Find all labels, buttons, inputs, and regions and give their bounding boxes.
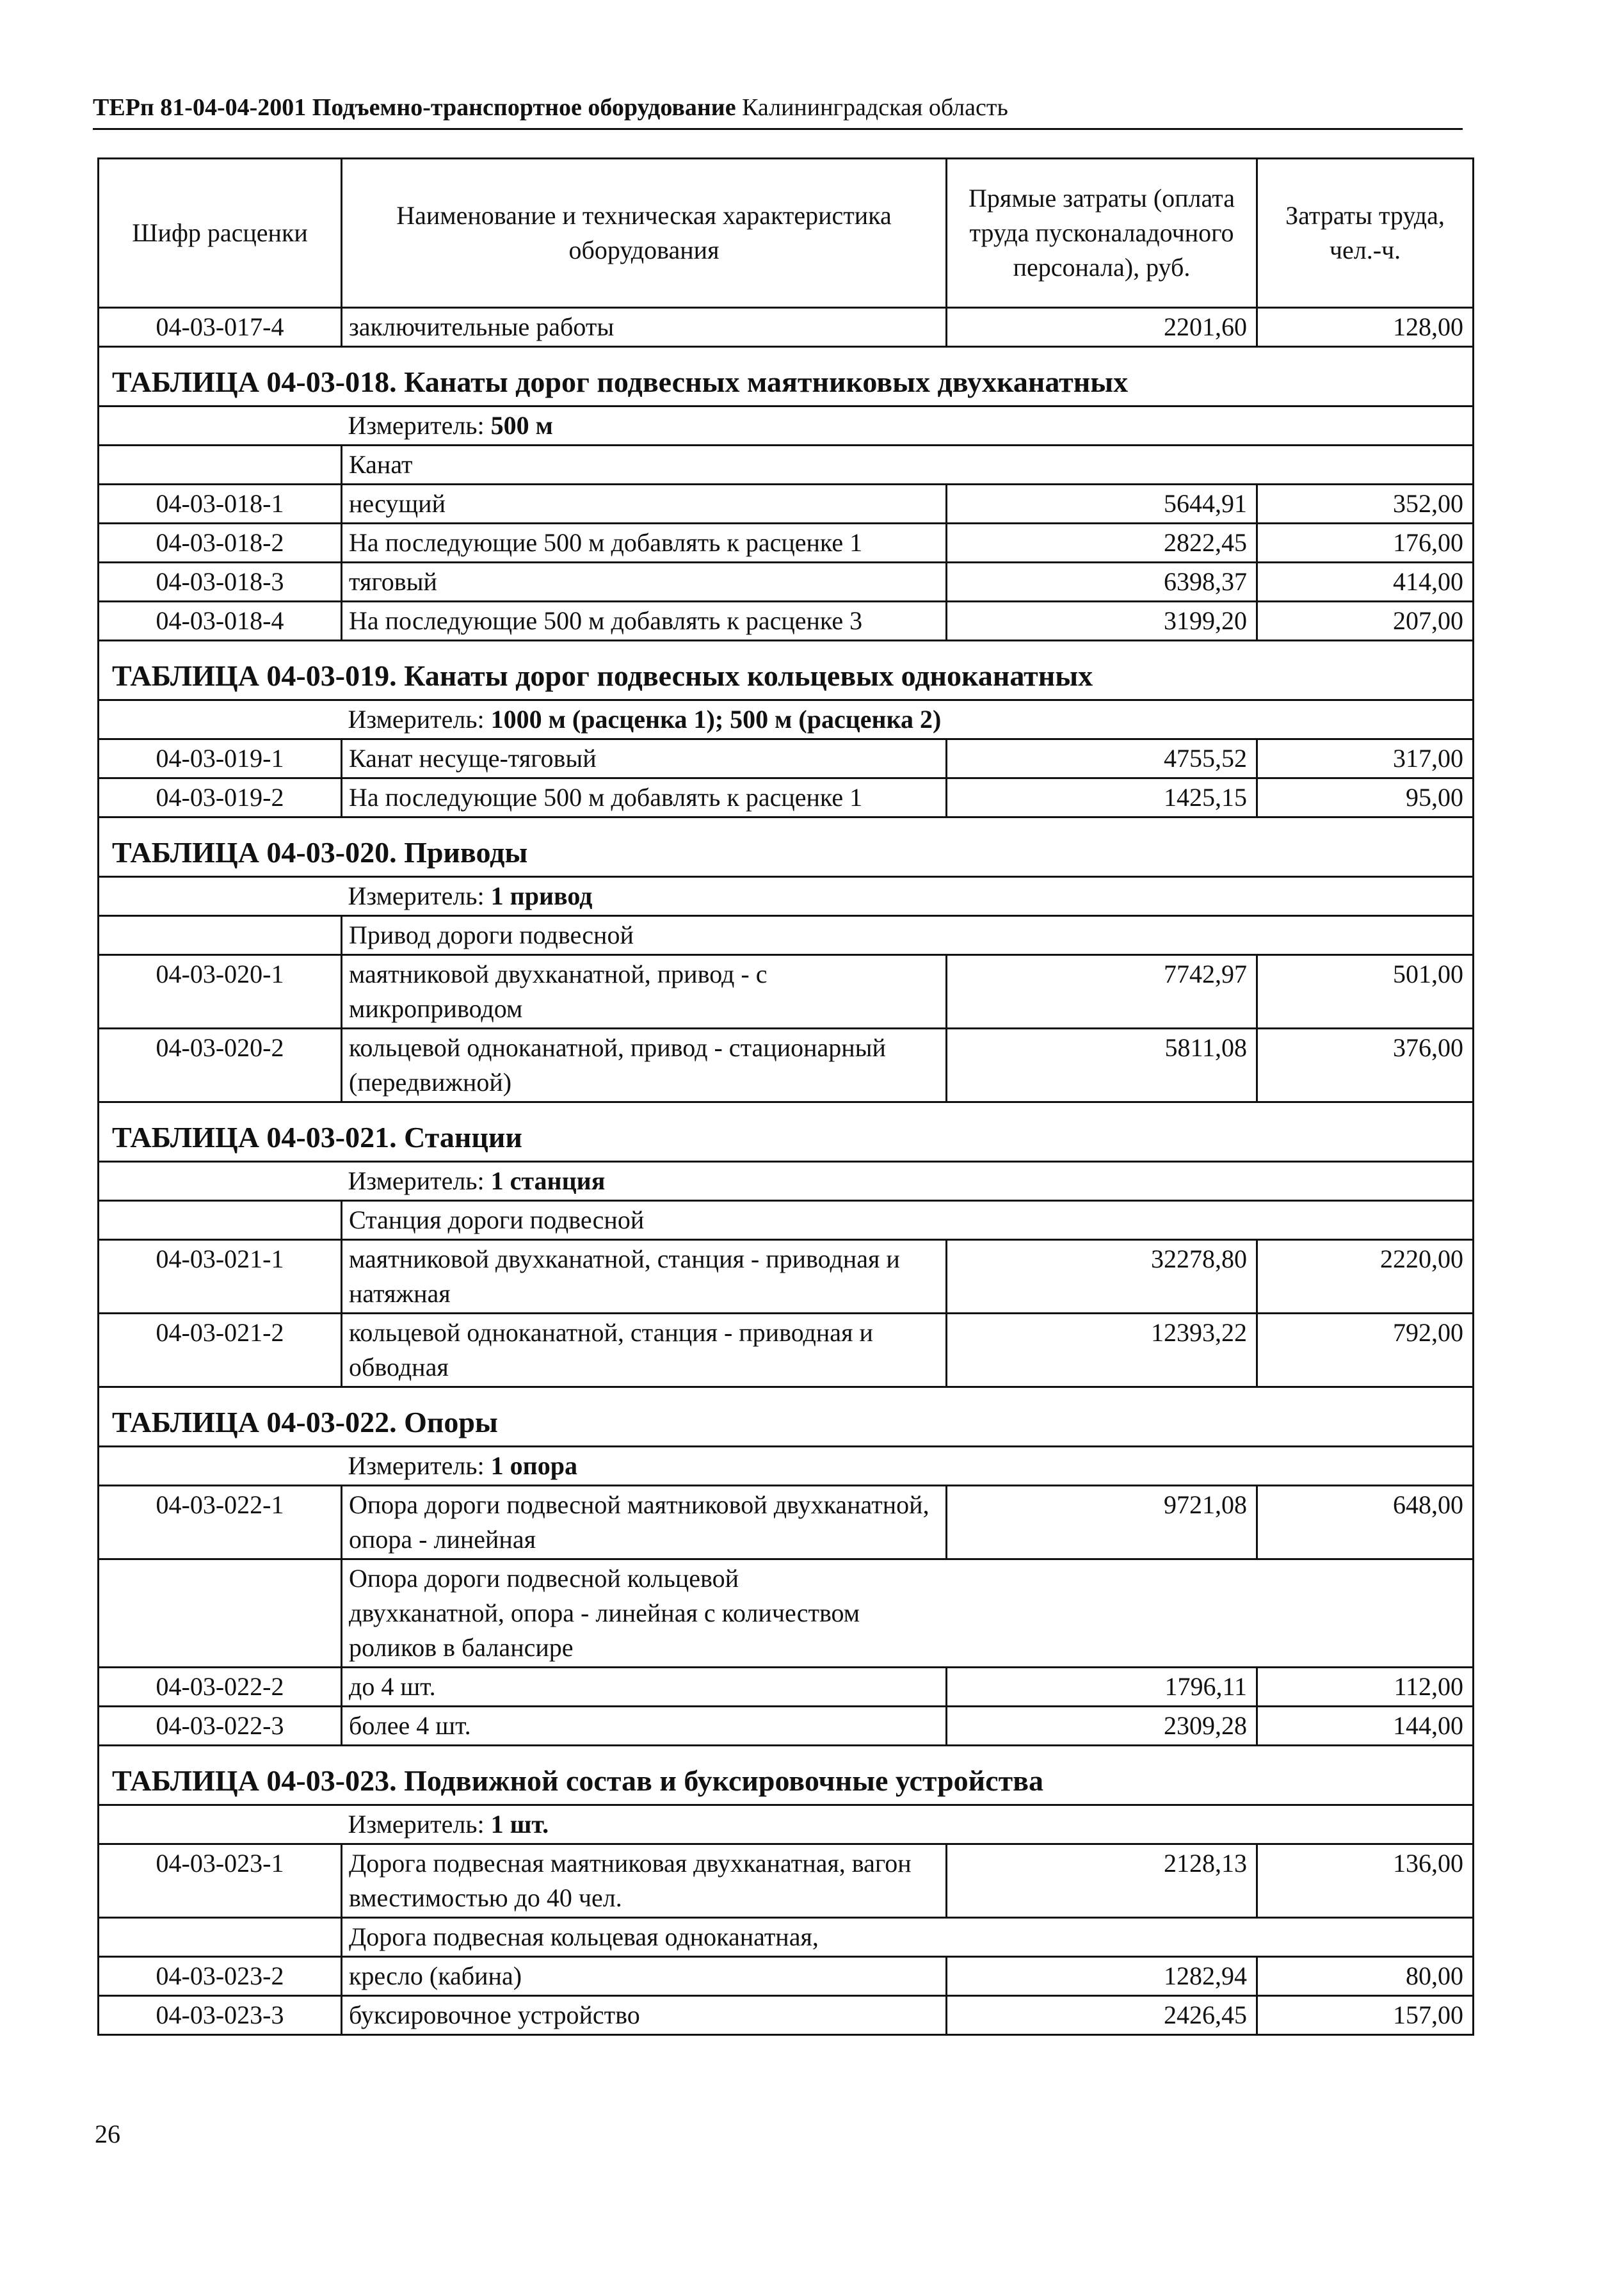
row-labor: 157,00 bbox=[1257, 1996, 1474, 2035]
section-title-row bbox=[99, 641, 1474, 700]
row-name: до 4 шт. bbox=[342, 1668, 947, 1707]
row-name: Опора дороги подвесной маятниковой двухканатной, опора - линейная bbox=[342, 1486, 947, 1559]
row-cost: 2309,28 bbox=[947, 1707, 1257, 1746]
row-name: кольцевой одноканатной, станция - приводная и обводная bbox=[342, 1314, 947, 1387]
row-name: Дорога подвесная маятниковая двухканатная, вагон вместимостью до 40 чел. bbox=[342, 1844, 947, 1918]
row-code: 04-03-023-1 bbox=[99, 1844, 342, 1918]
price-table-wrapper bbox=[97, 157, 1472, 2036]
measure-row bbox=[99, 1805, 1474, 1844]
row-labor: 144,00 bbox=[1257, 1707, 1474, 1746]
row-code: 04-03-023-3 bbox=[99, 1996, 342, 2035]
section-title: ТАБЛИЦА 04-03-021. Станции bbox=[99, 1102, 1474, 1162]
subheader-row bbox=[99, 916, 1474, 955]
section-title: ТАБЛИЦА 04-03-023. Подвижной состав и буксировочные устройства bbox=[99, 1746, 1474, 1805]
row-labor: 648,00 bbox=[1257, 1486, 1474, 1559]
row-code: 04-03-021-1 bbox=[99, 1240, 342, 1314]
subheader-spacer bbox=[99, 1201, 342, 1240]
row-code: 04-03-023-2 bbox=[99, 1957, 342, 1996]
subheader-text bbox=[342, 1559, 1474, 1668]
price-table bbox=[97, 157, 1474, 2036]
measure-label: Измеритель: bbox=[348, 705, 485, 734]
measure-spacer bbox=[99, 407, 342, 446]
col-header-code: Шифр расценки bbox=[99, 159, 342, 308]
measure-spacer bbox=[99, 1805, 342, 1844]
row-cost: 2426,45 bbox=[947, 1996, 1257, 2035]
row-name: На последующие 500 м добавлять к расценке 3 bbox=[342, 602, 947, 641]
measure-row bbox=[99, 700, 1474, 739]
table-row bbox=[99, 1029, 1474, 1102]
header-title: ТЕРп 81-04-04-2001 Подъемно-транспортное оборудование bbox=[93, 94, 736, 121]
row-labor: 414,00 bbox=[1257, 563, 1474, 602]
section-title: ТАБЛИЦА 04-03-018. Канаты дорог подвесных маятниковых двухканатных bbox=[99, 347, 1474, 407]
header-region: Калининградская область bbox=[742, 94, 1008, 121]
row-name: На последующие 500 м добавлять к расценке 1 bbox=[342, 778, 947, 817]
row-labor: 80,00 bbox=[1257, 1957, 1474, 1996]
row-cost: 3199,20 bbox=[947, 602, 1257, 641]
measure-spacer bbox=[99, 700, 342, 739]
row-cost: 9721,08 bbox=[947, 1486, 1257, 1559]
subheader-spacer bbox=[99, 916, 342, 955]
row-name: тяговый bbox=[342, 563, 947, 602]
row-labor: 207,00 bbox=[1257, 602, 1474, 641]
subheader-row bbox=[99, 1201, 1474, 1240]
measure-row bbox=[99, 1447, 1474, 1486]
table-row bbox=[99, 955, 1474, 1029]
table-row bbox=[99, 1996, 1474, 2035]
section-title-row bbox=[99, 347, 1474, 407]
row-cost: 6398,37 bbox=[947, 563, 1257, 602]
measure-text bbox=[342, 700, 1474, 739]
row-code: 04-03-019-2 bbox=[99, 778, 342, 817]
subheader-text: Канат bbox=[342, 446, 1474, 485]
measure-text bbox=[342, 1447, 1474, 1486]
row-cost: 12393,22 bbox=[947, 1314, 1257, 1387]
table-row bbox=[99, 308, 1474, 347]
measure-label: Измеритель: bbox=[348, 1810, 485, 1839]
section-title-row bbox=[99, 1387, 1474, 1447]
row-cost: 2201,60 bbox=[947, 308, 1257, 347]
col-header-name: Наименование и техническая характеристика оборудования bbox=[342, 159, 947, 308]
measure-value: 1 привод bbox=[490, 881, 593, 910]
subheader-row bbox=[99, 1559, 1474, 1668]
row-code: 04-03-018-2 bbox=[99, 524, 342, 563]
measure-row bbox=[99, 1162, 1474, 1201]
measure-text bbox=[342, 407, 1474, 446]
subheader-text: Дорога подвесная кольцевая одноканатная, bbox=[342, 1918, 1474, 1957]
row-code: 04-03-021-2 bbox=[99, 1314, 342, 1387]
row-labor: 112,00 bbox=[1257, 1668, 1474, 1707]
subheader-text: Привод дороги подвесной bbox=[342, 916, 1474, 955]
subheader-row bbox=[99, 446, 1474, 485]
row-labor: 136,00 bbox=[1257, 1844, 1474, 1918]
section-title: ТАБЛИЦА 04-03-019. Канаты дорог подвесных кольцевых одноканатных bbox=[99, 641, 1474, 700]
row-labor: 501,00 bbox=[1257, 955, 1474, 1029]
row-code: 04-03-018-1 bbox=[99, 485, 342, 524]
row-labor: 376,00 bbox=[1257, 1029, 1474, 1102]
row-name: более 4 шт. bbox=[342, 1707, 947, 1746]
measure-spacer bbox=[99, 877, 342, 916]
table-row bbox=[99, 1844, 1474, 1918]
row-labor: 352,00 bbox=[1257, 485, 1474, 524]
col-header-labor: Затраты труда, чел.-ч. bbox=[1257, 159, 1474, 308]
row-cost: 32278,80 bbox=[947, 1240, 1257, 1314]
row-code: 04-03-022-1 bbox=[99, 1486, 342, 1559]
row-labor: 317,00 bbox=[1257, 739, 1474, 778]
section-title-row bbox=[99, 1746, 1474, 1805]
row-code: 04-03-017-4 bbox=[99, 308, 342, 347]
measure-spacer bbox=[99, 1447, 342, 1486]
row-code: 04-03-018-4 bbox=[99, 602, 342, 641]
measure-row bbox=[99, 877, 1474, 916]
table-row bbox=[99, 563, 1474, 602]
measure-value: 1000 м (расценка 1); 500 м (расценка 2) bbox=[490, 705, 942, 734]
row-labor: 95,00 bbox=[1257, 778, 1474, 817]
subheader-spacer bbox=[99, 446, 342, 485]
table-row bbox=[99, 1314, 1474, 1387]
table-row bbox=[99, 1957, 1474, 1996]
row-cost: 1282,94 bbox=[947, 1957, 1257, 1996]
row-name: несущий bbox=[342, 485, 947, 524]
row-cost: 5644,91 bbox=[947, 485, 1257, 524]
row-labor: 2220,00 bbox=[1257, 1240, 1474, 1314]
measure-text bbox=[342, 1805, 1474, 1844]
section-title-row bbox=[99, 817, 1474, 877]
row-cost: 1796,11 bbox=[947, 1668, 1257, 1707]
row-code: 04-03-020-2 bbox=[99, 1029, 342, 1102]
section-title: ТАБЛИЦА 04-03-020. Приводы bbox=[99, 817, 1474, 877]
row-code: 04-03-022-2 bbox=[99, 1668, 342, 1707]
measure-value: 500 м bbox=[490, 411, 553, 440]
row-name: маятниковой двухканатной, привод - с микроприводом bbox=[342, 955, 947, 1029]
row-code: 04-03-019-1 bbox=[99, 739, 342, 778]
table-row bbox=[99, 1707, 1474, 1746]
measure-label: Измеритель: bbox=[348, 411, 485, 440]
running-header bbox=[93, 90, 1463, 130]
measure-text bbox=[342, 1162, 1474, 1201]
measure-value: 1 опора bbox=[490, 1451, 577, 1480]
row-cost: 4755,52 bbox=[947, 739, 1257, 778]
col-header-cost: Прямые затраты (оплата труда пусконаладочного персонала), руб. bbox=[947, 159, 1257, 308]
measure-row bbox=[99, 407, 1474, 446]
row-cost: 2822,45 bbox=[947, 524, 1257, 563]
row-cost: 7742,97 bbox=[947, 955, 1257, 1029]
measure-label: Измеритель: bbox=[348, 1451, 485, 1480]
row-name: кольцевой одноканатной, привод - стационарный (передвижной) bbox=[342, 1029, 947, 1102]
table-row bbox=[99, 778, 1474, 817]
row-code: 04-03-022-3 bbox=[99, 1707, 342, 1746]
table-header-row bbox=[99, 159, 1474, 308]
row-labor: 792,00 bbox=[1257, 1314, 1474, 1387]
subheader-spacer bbox=[99, 1918, 342, 1957]
row-cost: 2128,13 bbox=[947, 1844, 1257, 1918]
row-cost: 5811,08 bbox=[947, 1029, 1257, 1102]
row-labor: 176,00 bbox=[1257, 524, 1474, 563]
row-name: Канат несуще-тяговый bbox=[342, 739, 947, 778]
table-row bbox=[99, 602, 1474, 641]
measure-spacer bbox=[99, 1162, 342, 1201]
row-name: кресло (кабина) bbox=[342, 1957, 947, 1996]
row-code: 04-03-018-3 bbox=[99, 563, 342, 602]
table-row bbox=[99, 739, 1474, 778]
measure-label: Измеритель: bbox=[348, 881, 485, 910]
row-code: 04-03-020-1 bbox=[99, 955, 342, 1029]
row-name: маятниковой двухканатной, станция - приводная и натяжная bbox=[342, 1240, 947, 1314]
section-title: ТАБЛИЦА 04-03-022. Опоры bbox=[99, 1387, 1474, 1447]
row-name: заключительные работы bbox=[342, 308, 947, 347]
subheader-spacer bbox=[99, 1559, 342, 1668]
table-row bbox=[99, 1240, 1474, 1314]
subheader-text: Станция дороги подвесной bbox=[342, 1201, 1474, 1240]
subheader-text-block: Опора дороги подвесной кольцевой двухканатной, опора - линейная с количеством роликов в балансире bbox=[349, 1564, 860, 1662]
section-title-row bbox=[99, 1102, 1474, 1162]
row-name: На последующие 500 м добавлять к расценке 1 bbox=[342, 524, 947, 563]
page-number: 26 bbox=[95, 2120, 120, 2148]
measure-value: 1 станция bbox=[490, 1166, 606, 1195]
row-cost: 1425,15 bbox=[947, 778, 1257, 817]
row-labor: 128,00 bbox=[1257, 308, 1474, 347]
subheader-row bbox=[99, 1918, 1474, 1957]
measure-value: 1 шт. bbox=[490, 1810, 549, 1839]
table-row bbox=[99, 1668, 1474, 1707]
measure-text bbox=[342, 877, 1474, 916]
table-row bbox=[99, 1486, 1474, 1559]
table-row bbox=[99, 485, 1474, 524]
table-row bbox=[99, 524, 1474, 563]
row-name: буксировочное устройство bbox=[342, 1996, 947, 2035]
measure-label: Измеритель: bbox=[348, 1166, 485, 1195]
